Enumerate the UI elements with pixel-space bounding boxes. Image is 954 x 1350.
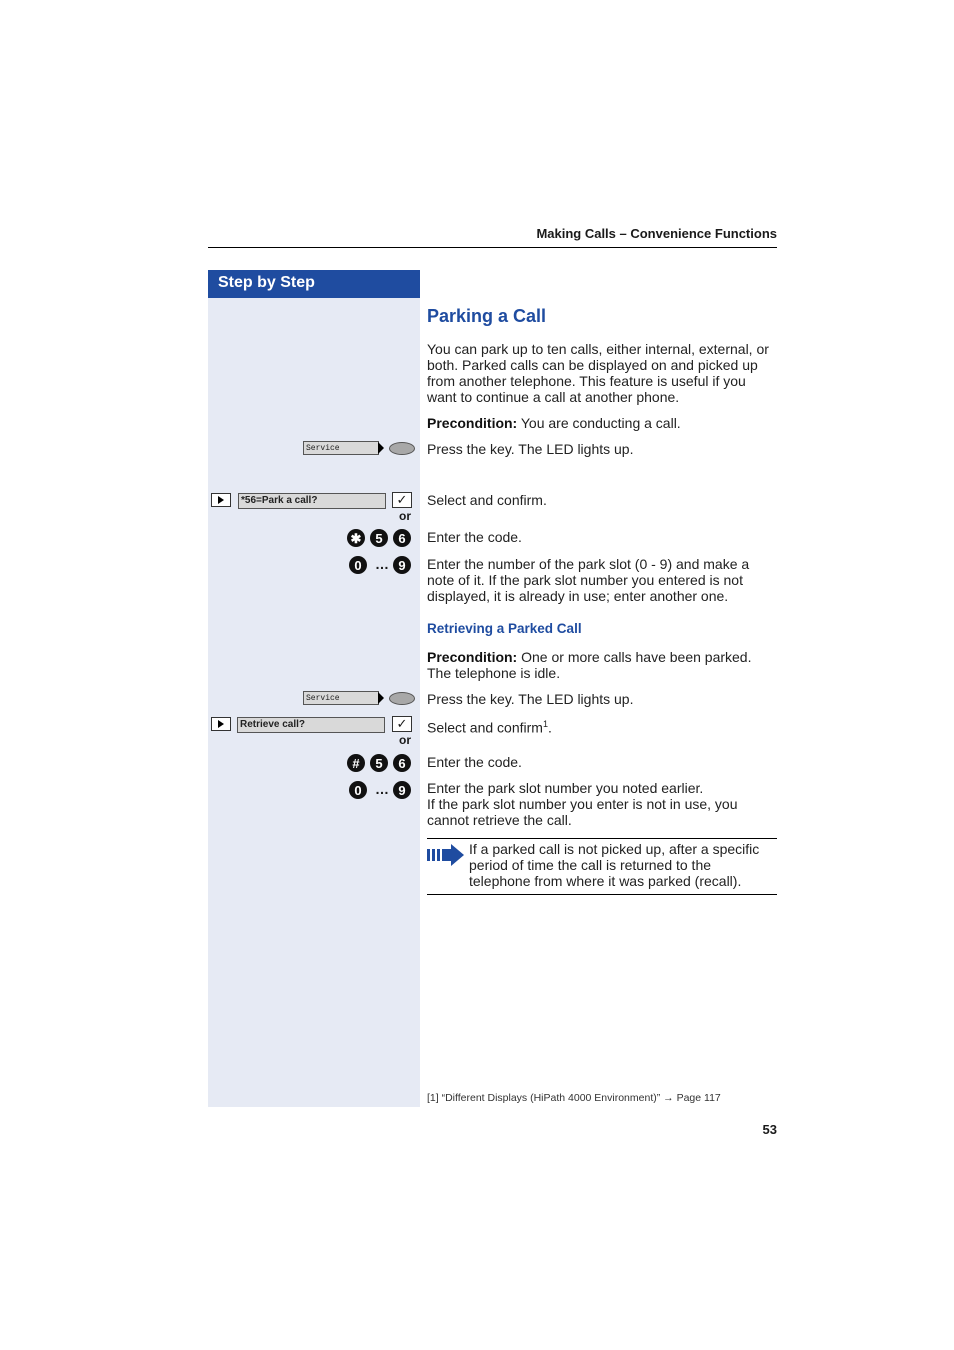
step-press-key: Press the key. The LED lights up. — [427, 441, 634, 457]
header-divider — [208, 247, 777, 248]
range-ellipsis: … — [375, 556, 389, 572]
five-key-icon[interactable]: 5 — [370, 529, 388, 547]
step-enter-code: Enter the code. — [427, 529, 522, 545]
zero-key-icon[interactable]: 0 — [349, 781, 367, 799]
footnote: [1] “Different Displays (HiPath 4000 Environment)” → Page 117 — [427, 1092, 721, 1104]
service-key[interactable] — [389, 442, 415, 455]
range-ellipsis: … — [375, 781, 389, 797]
nine-key-icon[interactable]: 9 — [393, 781, 411, 799]
zero-key-icon[interactable]: 0 — [349, 556, 367, 574]
or-label: or — [399, 509, 411, 523]
service-key[interactable] — [389, 692, 415, 705]
precondition-label: Precondition: — [427, 649, 518, 665]
step-enter-code: Enter the code. — [427, 754, 522, 770]
hash-key-icon[interactable]: # — [347, 754, 365, 772]
precondition-text: You are conducting a call. — [517, 415, 681, 431]
retrieve-call-menu-display[interactable]: Retrieve call? — [237, 717, 385, 733]
precondition-park — [427, 415, 779, 431]
step-enter-slot-note: If the park slot number you enter is not in use, you cannot retrieve the call. — [427, 796, 738, 828]
star-key-icon[interactable]: ✱ — [347, 529, 365, 547]
note-bottom-rule — [427, 894, 777, 895]
note-arrow-icon — [427, 844, 465, 866]
or-label: or — [399, 733, 411, 747]
park-call-menu-display[interactable]: *56=Park a call? — [238, 493, 386, 509]
sidebar-title: Step by Step — [218, 274, 315, 291]
service-display: Service — [303, 691, 379, 705]
page-number: 53 — [762, 1122, 777, 1137]
confirm-check-button[interactable]: ✓ — [392, 492, 412, 508]
nine-key-icon[interactable]: 9 — [393, 556, 411, 574]
six-key-icon[interactable]: 6 — [393, 529, 411, 547]
intro-paragraph: You can park up to ten calls, either internal, external, or both. Parked calls can be displayed on and picked up from another telephone. This feature is useful if you want to continue a call at another phone. — [427, 341, 769, 405]
precondition-label: Precondition: — [427, 415, 518, 431]
section-title: Parking a Call — [427, 306, 547, 326]
scroll-arrow-button[interactable] — [211, 493, 231, 507]
step-sidebar — [208, 270, 420, 1107]
step-enter-slot: Enter the number of the park slot (0 - 9) and make a note of it. If the park slot number you entered is not displayed, it is already in use; enter another one. — [427, 556, 750, 604]
select-confirm-text: Select and confirm — [427, 719, 543, 736]
step-select-confirm: Select and confirm. — [427, 492, 547, 508]
service-display: Service — [303, 441, 379, 455]
sidebar-header — [208, 270, 420, 298]
display-pointer-icon — [378, 442, 384, 454]
precondition-text: One or more calls have been parked. The telephone is idle. — [427, 649, 752, 681]
confirm-check-button[interactable]: ✓ — [392, 716, 412, 732]
footnote-marker: 1 — [542, 719, 548, 729]
precondition-retrieve — [427, 649, 779, 681]
scroll-arrow-button[interactable] — [211, 717, 231, 731]
retrieve-subtitle: Retrieving a Parked Call — [427, 621, 582, 636]
step-press-key: Press the key. The LED lights up. — [427, 691, 634, 707]
note-text: If a parked call is not picked up, after a specific period of time the call is returned to the telephone from where it was parked (recall). — [469, 841, 760, 889]
step-select-confirm: Select and confirm$^1$. — [427, 719, 552, 736]
running-header: Making Calls – Convenience Functions — [536, 226, 777, 241]
display-pointer-icon — [378, 692, 384, 704]
step-enter-slot: Enter the park slot number you noted earlier. — [427, 780, 704, 796]
note-top-rule — [427, 838, 777, 839]
five-key-icon[interactable]: 5 — [370, 754, 388, 772]
six-key-icon[interactable]: 6 — [393, 754, 411, 772]
